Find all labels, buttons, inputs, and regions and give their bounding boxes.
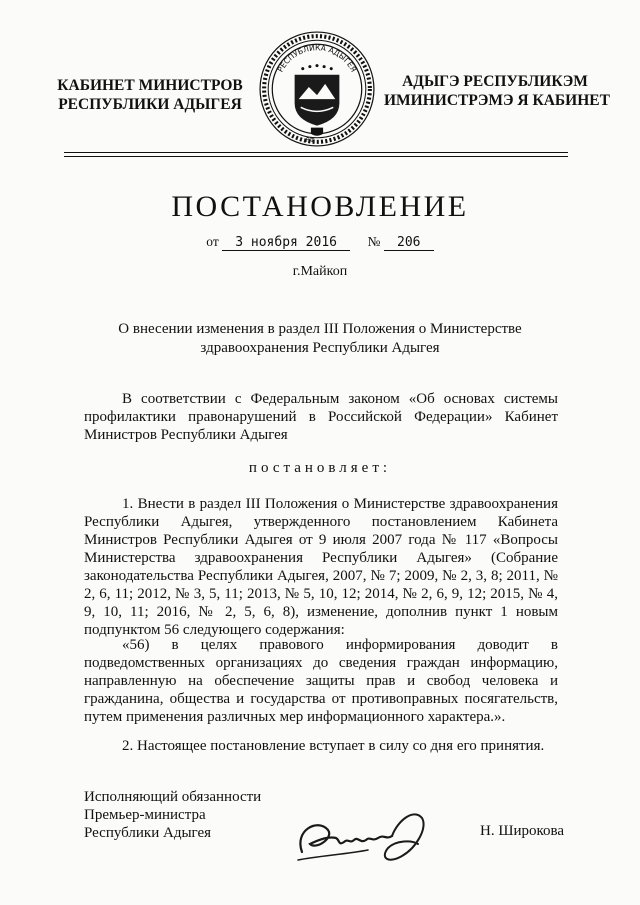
document-number: 206	[384, 235, 434, 251]
point-1: 1. Внести в раздел III Положения о Министерстве здравоохранения Республики Адыгея, утвержденного постановлением Кабинета Министров Республики Адыгея от 9 июля 2007 года № 117 «Вопросы Министерства здравоохранения Республики Адыгея» (Собрание законодательства Республики Адыгея, 2007, № 7; 2009, № 2, 3, 8; 2011, № 2, 6, 11; 2012, № 3, 5, 11; 2013, № 5, 10, 12; 2014, № 2, 6, 9, 12; 2015, № 4, 9, 10, 11; 2016, № 2, 5, 6, 8), изменение, дополнив пункт 1 новым подпунктом 56 следующего содержания:	[84, 496, 558, 638]
emblem-letters: РФ	[305, 136, 315, 144]
header-left-line-2: РЕСПУБЛИКИ АДЫГЕЯ	[58, 96, 242, 113]
signatory-name: Н. Широкова	[480, 823, 565, 839]
decrees-word: постановляет:	[248, 460, 392, 476]
signatory-title-line-3: Республики Адыгея	[84, 825, 212, 841]
header-right	[384, 72, 610, 110]
date-line	[0, 234, 640, 251]
signatory-title	[84, 788, 261, 842]
document-title: ПОСТАНОВЛЕНИЕ	[171, 190, 469, 223]
signatory-title-line-2: Премьер-министра	[84, 807, 206, 823]
number-prefix: №	[367, 234, 381, 249]
handwritten-signature	[288, 800, 438, 878]
header-right-line-1: АДЫГЭ РЕСПУБЛИКЭМ	[402, 73, 588, 90]
intro-paragraph: В соответствии с Федеральным законом «Об основах системы профилактики правонарушений в Российской Федерации» Кабинет Министров Республики Адыгея	[84, 391, 558, 443]
header-left-line-1: КАБИНЕТ МИНИСТРОВ	[57, 77, 243, 94]
signatory-title-line-1: Исполняющий обязанности	[84, 789, 262, 805]
document-date: 3 ноября 2016	[222, 235, 350, 251]
header-left	[50, 76, 250, 114]
document-city: г.Майкоп	[292, 264, 348, 279]
point-2: 2. Настоящее постановление вступает в силу со дня его принятия.	[122, 738, 545, 754]
document-subject: О внесении изменения в раздел III Положения о Министерстве здравоохранения Республики Адыгея	[118, 321, 522, 356]
header-rule-bottom	[64, 156, 568, 157]
header-rule-top	[64, 152, 568, 153]
header-right-line-2: ИМИНИСТРЭМЭ Я КАБИНЕТ	[384, 92, 610, 109]
subpoint-56: «56) в целях правового информирования доводит в подведомственных организациях до сведения граждан информацию, направленную на обеспечение защиты прав и свобод человека и гражданина, общества и государства от противоправных посягательств, путем применения различных мер информационного характера.».	[84, 637, 558, 725]
coat-of-arms-icon	[256, 28, 378, 150]
emblem-ring-text: РЕСПУБЛИКА АДЫГЕЯ	[275, 43, 359, 74]
date-prefix: от	[206, 234, 219, 249]
